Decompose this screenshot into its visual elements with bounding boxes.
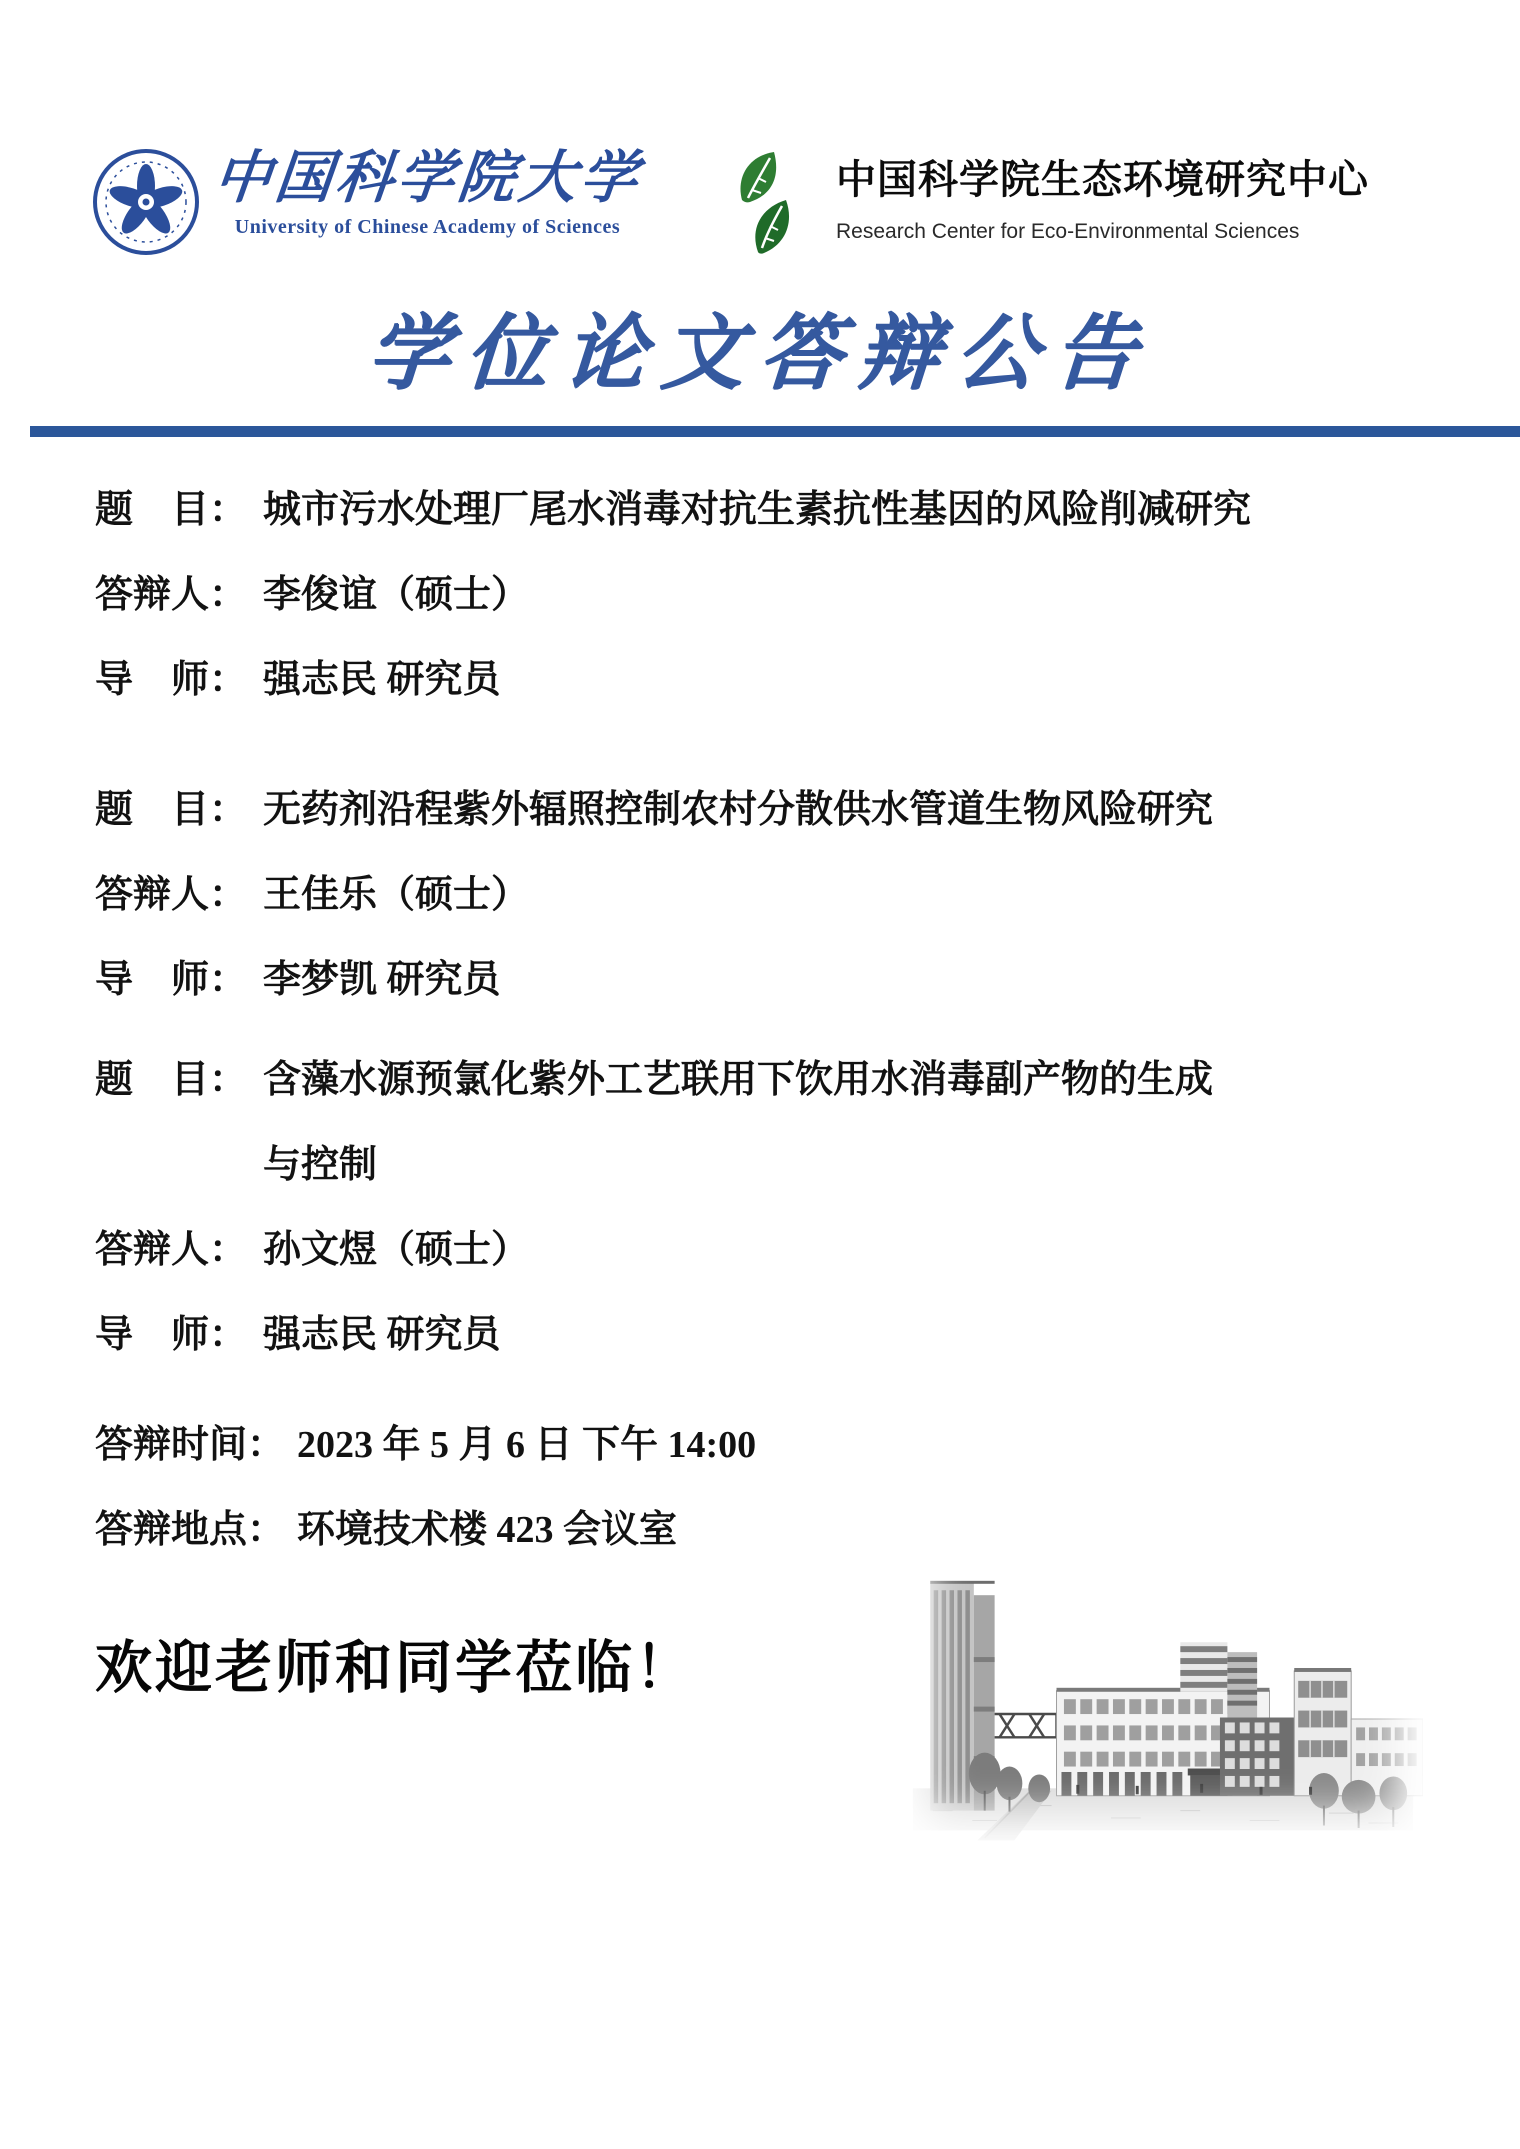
ucas-name-en: University of Chinese Academy of Sciences: [234, 216, 621, 238]
venue-label: 答辩地点：: [95, 1509, 286, 1551]
entry3-topic-line2: 与控制: [263, 1144, 378, 1186]
ucas-name-zh: 中国科学院大学: [210, 147, 645, 210]
time-label: 答辩时间：: [95, 1424, 286, 1466]
advisor-label: 导 师：: [95, 659, 248, 701]
advisor-label: 导 师：: [95, 1314, 248, 1356]
entry2-defender: 王佳乐（硕士）: [263, 874, 530, 916]
rcees-name-zh: 中国科学院生态环境研究中心: [836, 158, 1369, 202]
defender-label: 答辩人：: [95, 1229, 248, 1271]
building-illustration: [903, 1492, 1423, 1842]
entry3-defender-row: [95, 1226, 529, 1274]
entry1-topic: 城市污水处理厂尾水消毒对抗生素抗性基因的风险削减研究: [263, 489, 1252, 531]
welcome-message: 欢迎老师和同学莅临！: [95, 1637, 695, 1700]
building-photo: [903, 1492, 1423, 1842]
entry2-topic-row: [95, 786, 1213, 834]
defense-time: 2023 年 5 月 6 日 下午 14:00: [297, 1424, 757, 1466]
title-divider: [30, 426, 1520, 437]
defense-time-row: [95, 1421, 756, 1469]
entry1-defender: 李俊谊（硕士）: [263, 574, 530, 616]
ucas-seal-icon: [92, 148, 200, 256]
entry2-defender-row: [95, 871, 529, 919]
entry2-advisor: 李梦凯 研究员: [263, 959, 501, 1001]
entry1-advisor: 强志民 研究员: [263, 659, 501, 701]
entry3-advisor: 强志民 研究员: [263, 1314, 501, 1356]
defender-label: 答辩人：: [95, 574, 248, 616]
entry1-topic-row: [95, 486, 1251, 534]
rcees-name-en: Research Center for Eco-Environmental Sciences: [836, 220, 1300, 243]
topic-label: 题 目：: [95, 789, 248, 831]
entry3-topic-row: [95, 1056, 1213, 1104]
rcees-logo: [728, 148, 1369, 258]
page-title: 学位论文答辩公告: [364, 308, 1155, 399]
defender-label: 答辩人：: [95, 874, 248, 916]
leaf-icon: [728, 148, 810, 258]
entry2-topic: 无药剂沿程紫外辐照控制农村分散供水管道生物风险研究: [263, 789, 1214, 831]
entry2-advisor-row: [95, 956, 501, 1004]
advisor-label: 导 师：: [95, 959, 248, 1001]
entry1-advisor-row: [95, 656, 501, 704]
entry3-defender: 孙文煜（硕士）: [263, 1229, 530, 1271]
entry3-advisor-row: [95, 1311, 501, 1359]
defense-venue-row: [95, 1506, 677, 1554]
topic-label: 题 目：: [95, 489, 248, 531]
ucas-logo: [92, 147, 645, 256]
defense-venue: 环境技术楼 423 会议室: [297, 1509, 678, 1551]
entry1-defender-row: [95, 571, 529, 619]
topic-label: 题 目：: [95, 1059, 248, 1101]
entry3-topic: 含藻水源预氯化紫外工艺联用下饮用水消毒副产物的生成: [263, 1059, 1214, 1101]
